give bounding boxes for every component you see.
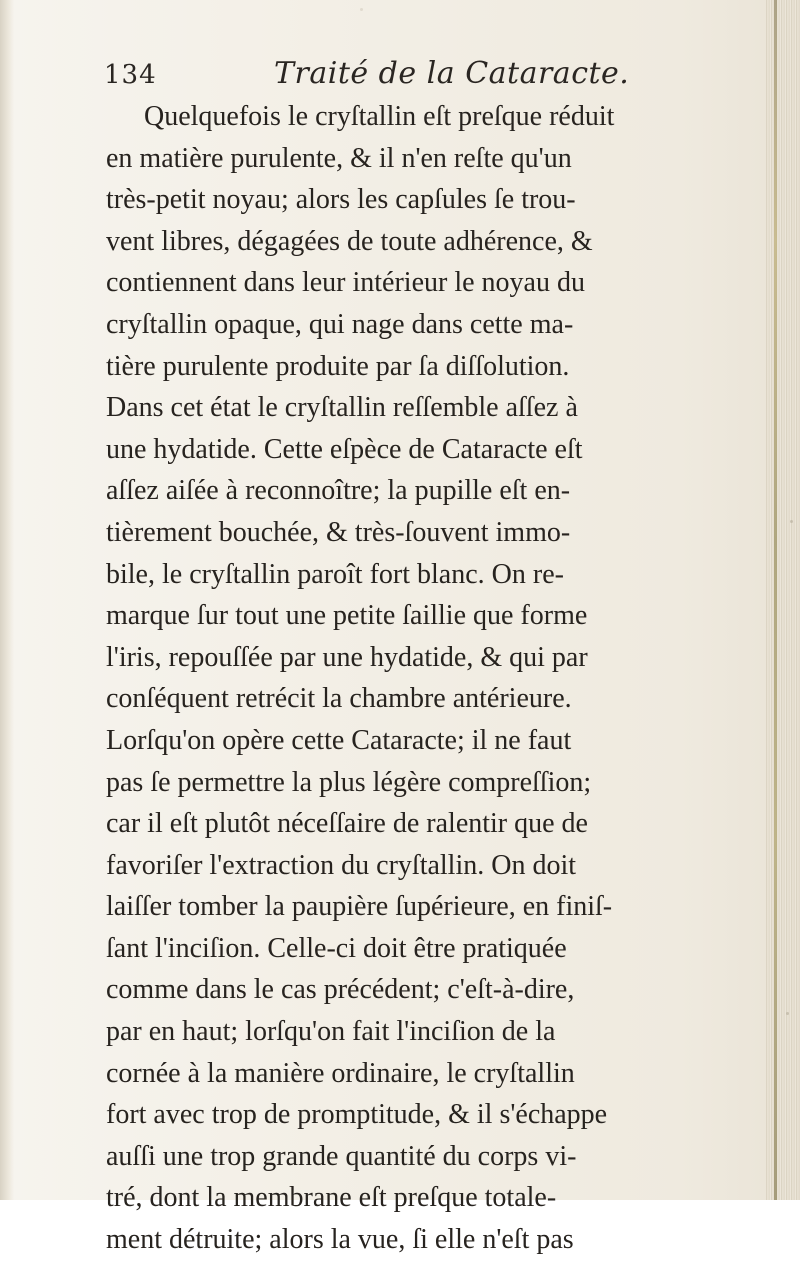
text-line: ſant l'inciſion. Celle-ci doit être pratiquée <box>106 932 567 964</box>
text-line: bile, le cryſtallin paroît fort blanc. On re- <box>106 558 564 590</box>
page-number: 134 <box>104 60 157 90</box>
text-line: une hydatide. Cette eſpèce de Cataracte eſt <box>106 433 583 465</box>
text-line: l'iris, repouſſée par une hydatide, & qui par <box>106 641 588 673</box>
text-line: laiſſer tomber la paupière ſupérieure, en finiſ- <box>106 891 613 923</box>
text-line: auſſi une trop grande quantité du corps vi- <box>106 1140 577 1172</box>
page-edge-stack <box>766 0 800 1200</box>
text-line: car il eſt plutôt néceſſaire de ralentir que de <box>106 808 588 840</box>
text-line: conſéquent retrécit la chambre antérieure. <box>106 683 572 715</box>
text-line: tièrement bouchée, & très-ſouvent immo- <box>106 516 571 548</box>
text-line: favoriſer l'extraction du cryſtallin. On doit <box>106 849 577 881</box>
text-line: ment détruite; alors la vue, ſi elle n'eſt pas <box>106 1224 574 1256</box>
text-line: Lorſqu'on opère cette Cataracte; il ne faut <box>106 724 572 756</box>
text-line: en matière purulente, & il n'en reſte qu'un <box>106 142 572 174</box>
print-speck <box>790 520 793 523</box>
text-line: tière purulente produite par ſa diſſolution. <box>106 350 570 382</box>
text-line: Dans cet état le cryſtallin reſſemble aſſez à <box>106 392 578 424</box>
text-line: contiennent dans leur intérieur le noyau du <box>106 267 585 299</box>
print-speck <box>786 1012 789 1015</box>
text-line: aſſez aiſée à reconnoître; la pupille eſt en- <box>106 475 571 507</box>
text-line: par en haut; lorſqu'on fait l'inciſion de la <box>106 1016 556 1048</box>
page-header <box>104 54 744 94</box>
text-line: vent libres, dégagées de toute adhérence, & <box>106 225 593 257</box>
body-text <box>106 96 746 1261</box>
text-line: pas ſe permettre la plus légère compreſſion; <box>106 766 592 798</box>
text-line: comme dans le cas précédent; c'eſt-à-dire, <box>106 974 575 1006</box>
text-line: marque ſur tout une petite ſaillie que forme <box>106 600 588 632</box>
text-line: cornée à la manière ordinaire, le cryſtallin <box>106 1057 575 1089</box>
text-line: fort avec trop de promptitude, & il s'échappe <box>106 1099 608 1131</box>
text-line: cryſtallin opaque, qui nage dans cette ma- <box>106 308 574 340</box>
text-line: très-petit noyau; alors les capſules ſe trou- <box>106 184 576 216</box>
print-speck <box>360 8 363 11</box>
text-line: tré, dont la membrane eſt preſque totale- <box>106 1182 557 1214</box>
text-line: Quelquefois le cryſtallin eſt preſque réduit <box>144 101 615 132</box>
running-title: Traité de la Cataracte. <box>274 56 630 91</box>
binding-shadow <box>0 0 14 1200</box>
